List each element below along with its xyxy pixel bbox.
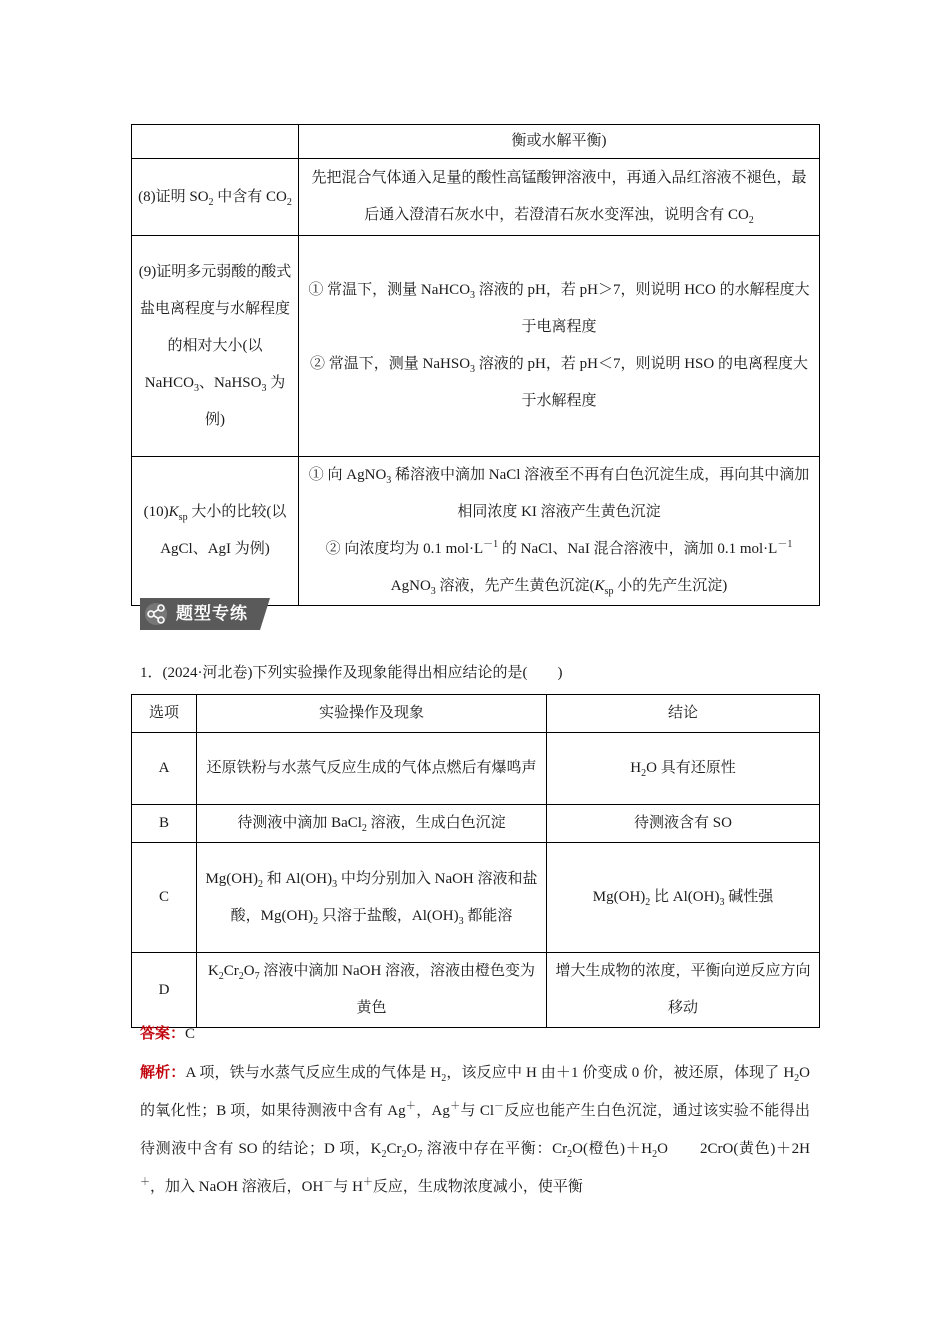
- table-row: [132, 805, 820, 843]
- table-header-row: [132, 695, 820, 733]
- table-row: [132, 159, 820, 236]
- row-label: (9)证明多元弱酸的酸式盐电离程度与水解程度的相对大小(以 NaHCO$_3$、NaHSO$_3$ 为例): [132, 236, 299, 457]
- explanation-text: A 项，铁与水蒸气反应生成的气体是 $H_2$，该反应中 H 由＋1 价变成 0 价，被还原，体现了 $H_2O$ 的氧化性；B 项，如果待测液中含有 Ag＋，Ag＋与 Cl－反应也能产生白色沉淀，通过该实验不能得出待测液中含有 SO 的结论；D 项，$K_2Cr_2O_7$ 溶液中存在平衡：$Cr_2O$(橙色)$+H_2O$ 2CrO(黄色)＋2H＋，加入 NaOH 溶液后，OH－与 H＋反应，生成物浓度减小，使平衡: [140, 1065, 810, 1195]
- share-icon: [145, 603, 167, 625]
- option-operation: 还原铁粉与水蒸气反应生成的气体点燃后有爆鸣声: [197, 733, 547, 805]
- section-title: 题型专练: [176, 604, 248, 624]
- row-label: $(10)K_{sp}$ 大小的比较(以 AgCl、AgI 为例): [132, 457, 299, 606]
- option-conclusion: $H_2O$ 具有还原性: [547, 733, 820, 805]
- answer-line: [140, 1022, 195, 1046]
- option-operation: 待测液中滴加 BaCl$_2$ 溶液，生成白色沉淀: [197, 805, 547, 843]
- content-line: ① 向 AgNO$_3$ 稀溶液中滴加 NaCl 溶液至不再有白色沉淀生成，再向其中滴加相同浓度 KI 溶液产生黄色沉淀: [308, 467, 810, 520]
- explanation-label: 解析：: [140, 1065, 186, 1081]
- option-conclusion: $Mg(OH)_2$ 比 $Al(OH)_3$ 碱性强: [547, 843, 820, 953]
- option-conclusion: 待测液含有 SO: [547, 805, 820, 843]
- content-line: 衡或水解平衡): [511, 133, 607, 149]
- row-content: [299, 125, 820, 159]
- answer-value: C: [185, 1026, 196, 1042]
- table-row: [132, 236, 820, 457]
- options-table: [131, 694, 820, 1028]
- header-option: 选项: [132, 695, 197, 733]
- answer-label: 答案：: [140, 1026, 186, 1042]
- table-row: [132, 953, 820, 1028]
- row-label: (8)证明 $SO_2$ 中含有 $CO_2$: [132, 159, 299, 236]
- content-line: ② 向浓度均为 0.1 $mol\cdot L^{-1}$ 的 NaCl、NaI 混合溶液中，滴加 0.1 $mol\cdot L^{-1}$ AgNO$_3$ 溶液，先产生黄色沉淀($K_{sp}$ 小的先产生沉淀): [325, 539, 793, 597]
- knowledge-table: [131, 124, 820, 606]
- option-conclusion: 增大生成物的浓度，平衡向逆反应方向移动: [547, 953, 820, 1028]
- table-row: [132, 843, 820, 953]
- header-conclusion: 结论: [547, 695, 820, 733]
- row-content: [299, 457, 820, 606]
- explanation: [140, 1054, 810, 1206]
- row-label: [132, 125, 299, 159]
- option-letter: B: [132, 805, 197, 843]
- content-line: ② 常温下，测量 NaHSO$_3$ 溶液的 pH，若 pH＜7，则说明 HSO 的电离程度大于水解程度: [310, 356, 808, 409]
- section-banner: [140, 598, 270, 630]
- table-row: [132, 733, 820, 805]
- header-operation: 实验操作及现象: [197, 695, 547, 733]
- option-operation: $Mg(OH)_2$ 和 $Al(OH)_3$ 中均分别加入 NaOH 溶液和盐酸，$Mg(OH)_2$ 只溶于盐酸，$Al(OH)_3$ 都能溶: [197, 843, 547, 953]
- option-letter: A: [132, 733, 197, 805]
- option-letter: C: [132, 843, 197, 953]
- row-content: [299, 236, 820, 457]
- option-letter: D: [132, 953, 197, 1028]
- option-operation: $K_2Cr_2O_7$ 溶液中滴加 NaOH 溶液，溶液由橙色变为黄色: [197, 953, 547, 1028]
- content-line: 先把混合气体通入足量的酸性高锰酸钾溶液中，再通入品红溶液不褪色，最后通入澄清石灰水中，若澄清石灰水变浑浊，说明含有 $CO_2$: [311, 170, 807, 226]
- table-row: [132, 457, 820, 606]
- content-line: ① 常温下，测量 NaHCO$_3$ 溶液的 pH，若 pH＞7，则说明 HCO 的水解程度大于电离程度: [308, 282, 810, 335]
- question-title: 1．(2024·河北卷)下列实验操作及现象能得出相应结论的是( ): [140, 665, 563, 681]
- table-row: [132, 125, 820, 159]
- row-content: [299, 159, 820, 236]
